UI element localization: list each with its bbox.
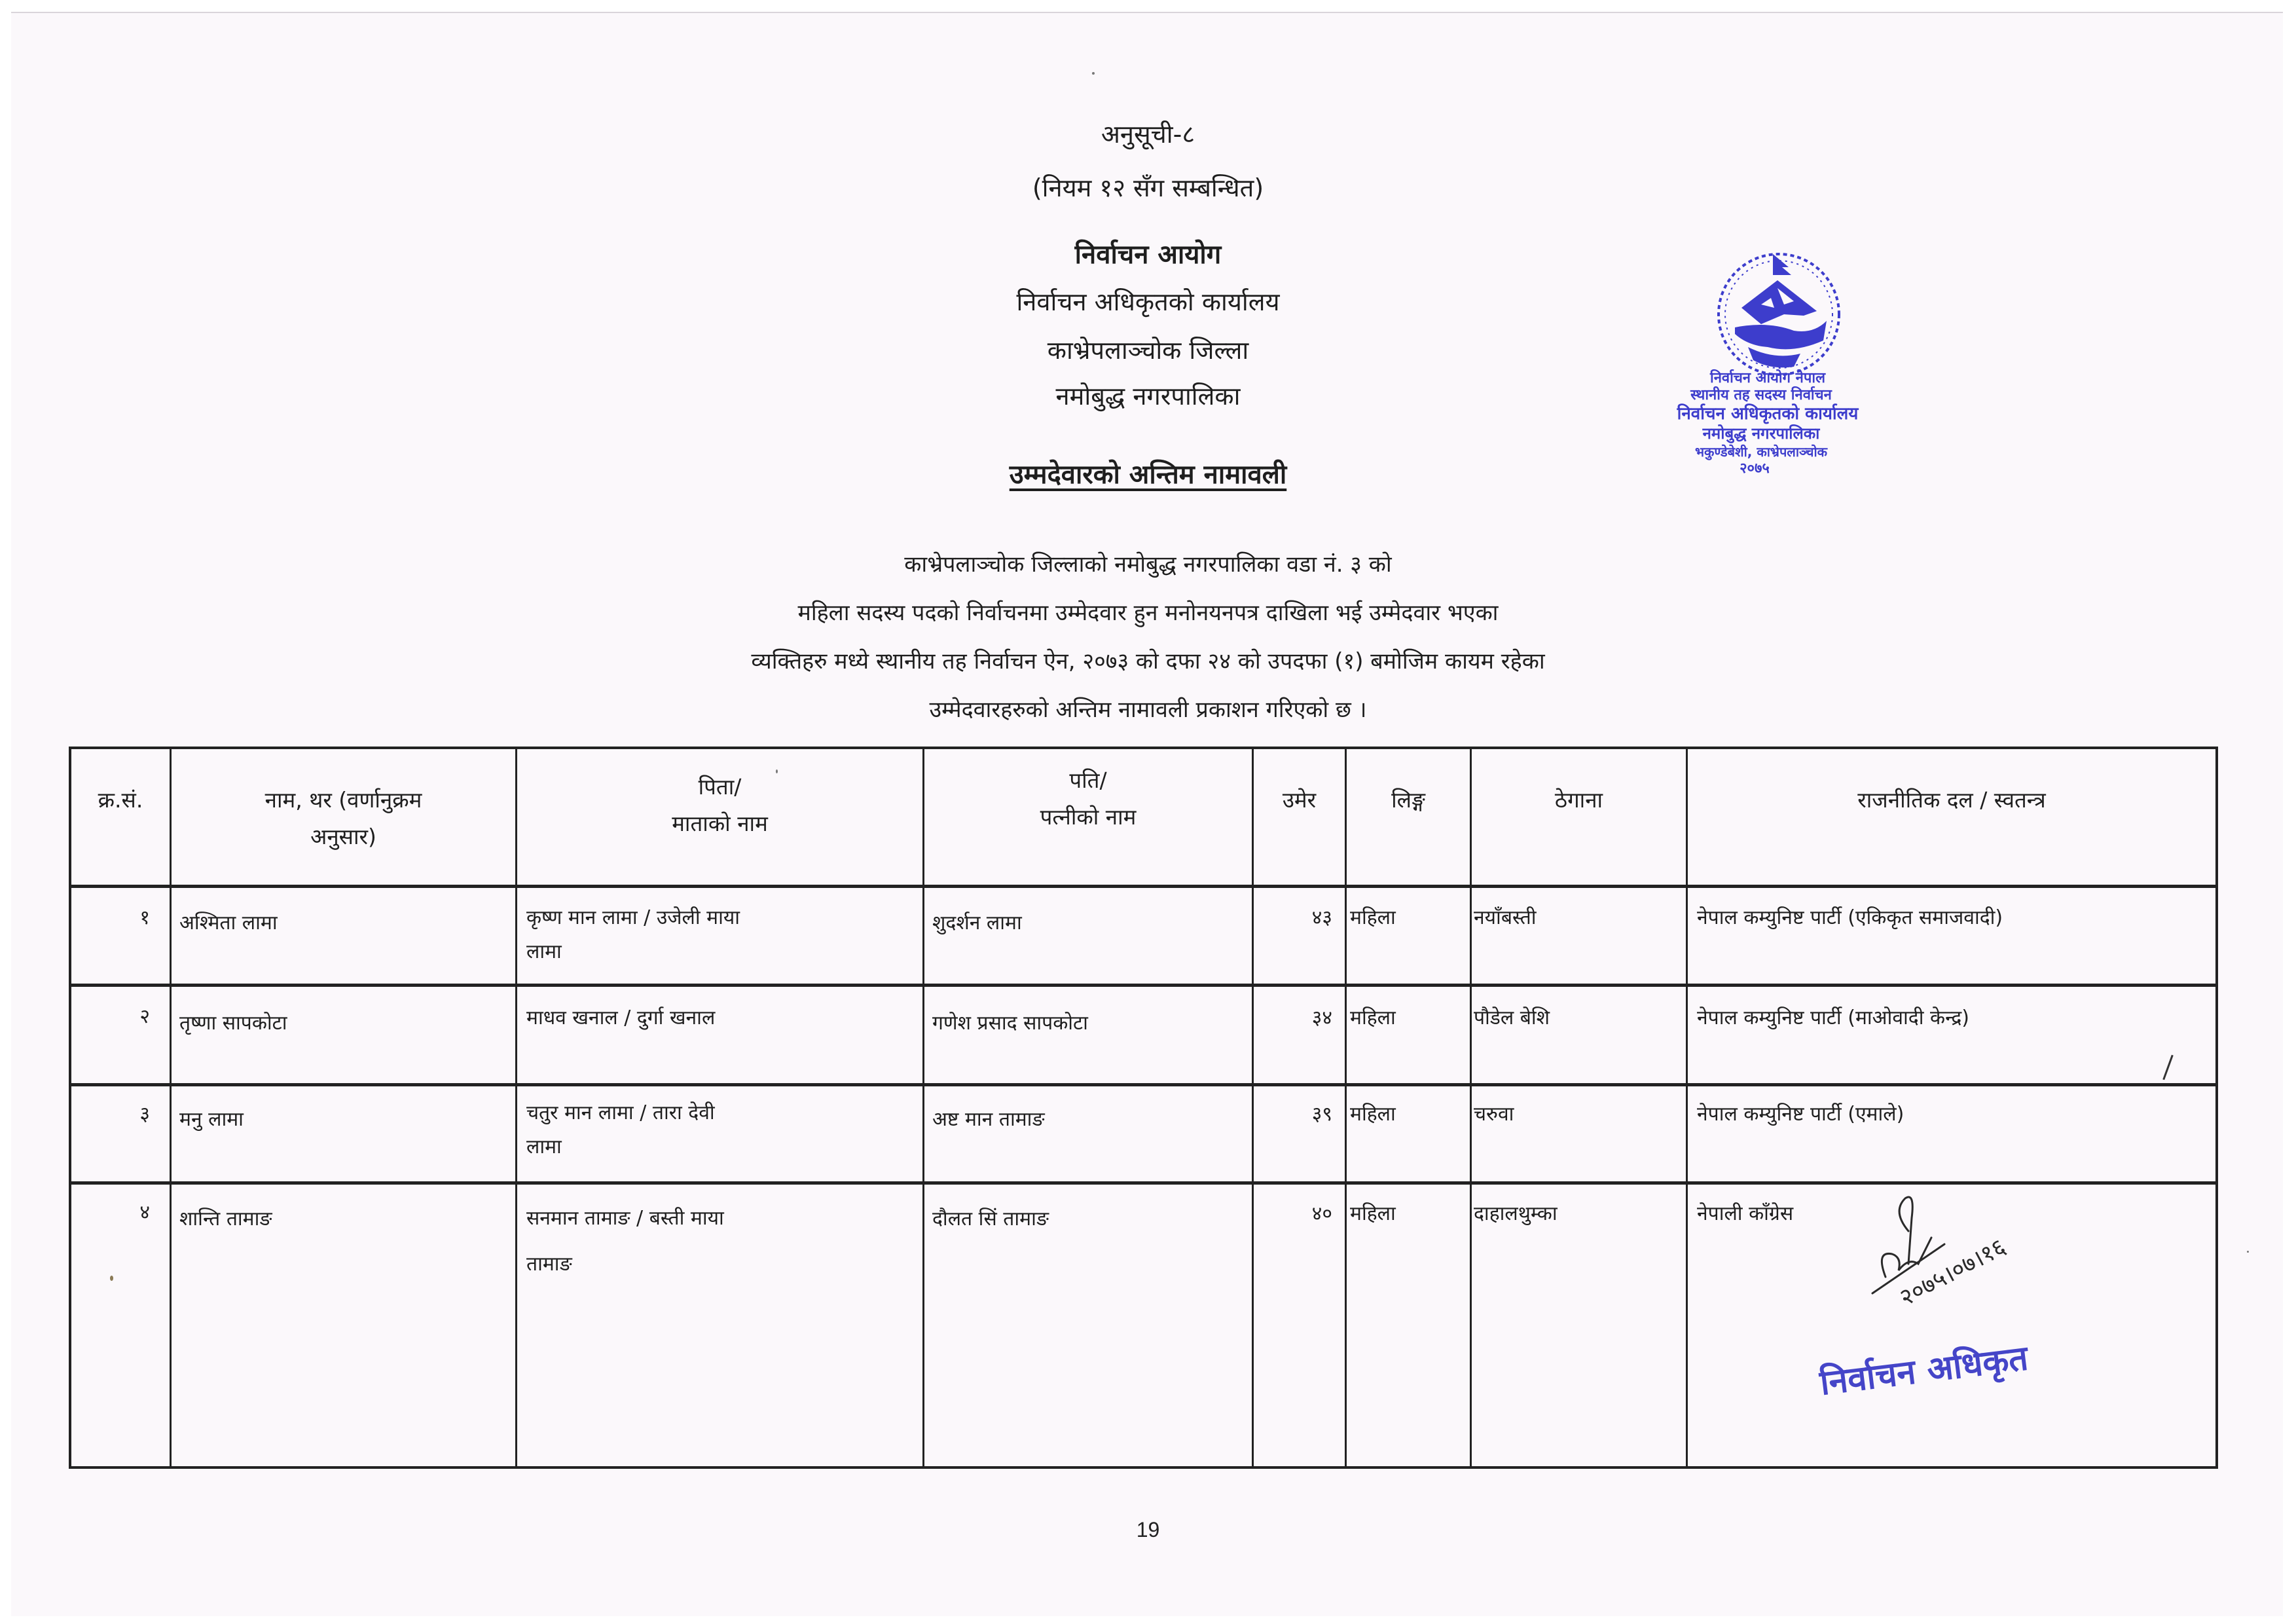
scan-speck <box>1092 72 1095 75</box>
row1-sn: १ <box>139 906 150 929</box>
signature-date: २०७५।०७।१६ <box>1895 1233 2011 1312</box>
row-divider <box>71 984 2215 987</box>
row3-spouse: अष्ट मान तामाङ <box>932 1108 1045 1131</box>
row-divider <box>71 1181 2215 1185</box>
row4-spouse: दौलत सिं तामाङ <box>932 1208 1049 1230</box>
row3-sn: ३ <box>139 1103 150 1126</box>
seal-line: निर्वाचन आयोग नेपाल <box>1710 370 1825 386</box>
row4-name: शान्ति तामाङ <box>179 1208 272 1230</box>
row2-parents: माधव खनाल / दुर्गा खनाल <box>526 1006 716 1029</box>
row-divider <box>71 1083 2215 1086</box>
row1-address: नयाँबस्ती <box>1474 906 1537 929</box>
scan-speck <box>110 1276 113 1281</box>
scan-edge <box>11 12 2283 13</box>
row1-age: ४३ <box>1311 906 1332 929</box>
row4-parents-line2: तामाङ <box>526 1253 572 1276</box>
seal-line: भकुण्डेबेशी, काभ्रेपलाञ्चोक <box>1694 444 1828 460</box>
schedule-label: अनुसूची-८ <box>1101 120 1195 149</box>
row1-parents-line1: कृष्ण मान लामा / उजेली माया <box>526 906 740 929</box>
row4-party: नेपाली काँग्रेस <box>1697 1202 1794 1225</box>
column-divider <box>170 749 172 1466</box>
column-divider <box>922 749 924 1466</box>
document-title: उम्मदेवारको अन्तिम नामावली <box>1009 460 1287 490</box>
row2-name: तृष्णा सापकोटा <box>179 1012 287 1035</box>
row2-sn: २ <box>139 1005 150 1028</box>
column-header-spouse <box>924 762 1252 836</box>
handwritten-signature <box>1846 1192 2069 1323</box>
column-header-name-line2: अनुसार) <box>310 824 376 849</box>
column-header-spouse-line2: पत्नीको नाम <box>1040 804 1137 830</box>
intro-line: व्यक्तिहरु मध्ये स्थानीय तह निर्वाचन ऐन, २०७३ को दफा २४ को उपदफा (१) बमोजिम कायम रहेका <box>751 648 1545 674</box>
column-divider <box>1686 749 1688 1466</box>
commission-name: निर्वाचन आयोग <box>1074 240 1222 270</box>
row3-parents <box>526 1096 919 1164</box>
row3-address: चरुवा <box>1474 1103 1514 1126</box>
row1-gender: महिला <box>1350 906 1396 929</box>
column-header-party: राजनीतिक दल / स्वतन्त्र <box>1857 787 2046 813</box>
intro-line: काभ्रेपलाञ्चोक जिल्लाको नमोबुद्ध नगरपालिका वडा नं. ३ को <box>904 551 1392 578</box>
column-divider <box>1470 749 1472 1466</box>
row3-age: ३९ <box>1311 1103 1332 1126</box>
column-divider <box>515 749 517 1466</box>
row4-address: दाहालथुम्का <box>1474 1202 1558 1225</box>
row-divider <box>71 885 2215 888</box>
row3-party: नेपाल कम्युनिष्ट पार्टी (एमाले) <box>1697 1103 1904 1126</box>
row2-age: ३४ <box>1311 1006 1332 1029</box>
district-name: काभ्रेपलाञ्चोक जिल्ला <box>1047 336 1249 365</box>
office-seal-stamp <box>1637 242 1899 504</box>
column-header-spouse-line1: पति/ <box>1069 767 1107 793</box>
scan-speck <box>776 769 778 773</box>
signature-icon <box>1846 1192 2069 1323</box>
row1-name: अश्मिता लामा <box>179 912 278 934</box>
intro-line: महिला सदस्य पदको निर्वाचनमा उम्मेदवार हुन मनोनयनपत्र दाखिला भई उम्मेदवार भएका <box>797 600 1499 626</box>
column-header-name <box>172 782 515 855</box>
row3-gender: महिला <box>1350 1103 1396 1126</box>
row3-parents-line1: चतुर मान लामा / तारा देवी <box>526 1101 715 1124</box>
seal-line: नमोबुद्ध नगरपालिका <box>1702 424 1820 443</box>
row1-parents-line2: लामा <box>526 940 562 963</box>
column-header-parents <box>517 769 922 842</box>
column-header-parents-line2: माताको नाम <box>672 811 768 836</box>
scan-speck <box>2247 1251 2249 1253</box>
row1-spouse: शुदर्शन लामा <box>932 912 1022 934</box>
column-header-parents-line1: पिता/ <box>698 774 742 800</box>
row2-address: पौडेल बेशि <box>1474 1006 1550 1029</box>
row4-age: ४० <box>1311 1202 1332 1225</box>
row4-parents-line1: सनमान तामाङ / बस्ती माया <box>526 1207 724 1230</box>
row4-sn: ४ <box>139 1201 150 1224</box>
intro-line: उम्मेदवारहरुको अन्तिम नामावली प्रकाशन गरिएको छ । <box>929 697 1367 723</box>
column-header-name-line1: नाम, थर (वर्णानुक्रम <box>264 787 422 813</box>
office-name: निर्वाचन अधिकृतको कार्यालय <box>1016 287 1280 316</box>
seal-line: निर्वाचन अधिकृतको कार्यालय <box>1677 404 1859 424</box>
rule-reference: (नियम १२ सँग सम्बन्धित) <box>1032 174 1264 202</box>
election-officer-stamp: निर्वाचन अधिकृत <box>1817 1338 2031 1403</box>
column-header-gender: लिङ्ग <box>1391 787 1425 813</box>
column-header-sn: क्र.सं. <box>98 787 143 813</box>
seal-line: २०७५ <box>1740 460 1770 477</box>
row3-parents-line2: लामा <box>526 1135 562 1158</box>
row1-party: नेपाल कम्युनिष्ट पार्टी (एकिकृत समाजवादी) <box>1697 906 2003 929</box>
row1-parents <box>526 901 919 969</box>
row2-party: नेपाल कम्युनिष्ट पार्टी (माओवादी केन्द्र) <box>1697 1006 1969 1029</box>
column-header-address: ठेगाना <box>1554 787 1603 813</box>
row4-parents <box>526 1196 919 1287</box>
row4-gender: महिला <box>1350 1202 1396 1225</box>
seal-line: स्थानीय तह सदस्य निर्वाचन <box>1690 387 1832 403</box>
page-number: 19 <box>1136 1518 1160 1541</box>
column-divider <box>1345 749 1347 1466</box>
row3-name: मनु लामा <box>179 1108 244 1131</box>
column-header-age: उमेर <box>1282 787 1317 813</box>
row2-spouse: गणेश प्रसाद सापकोटा <box>932 1012 1088 1035</box>
row2-gender: महिला <box>1350 1006 1396 1029</box>
municipality-name: नमोबुद्ध नगरपालिका <box>1055 382 1241 411</box>
